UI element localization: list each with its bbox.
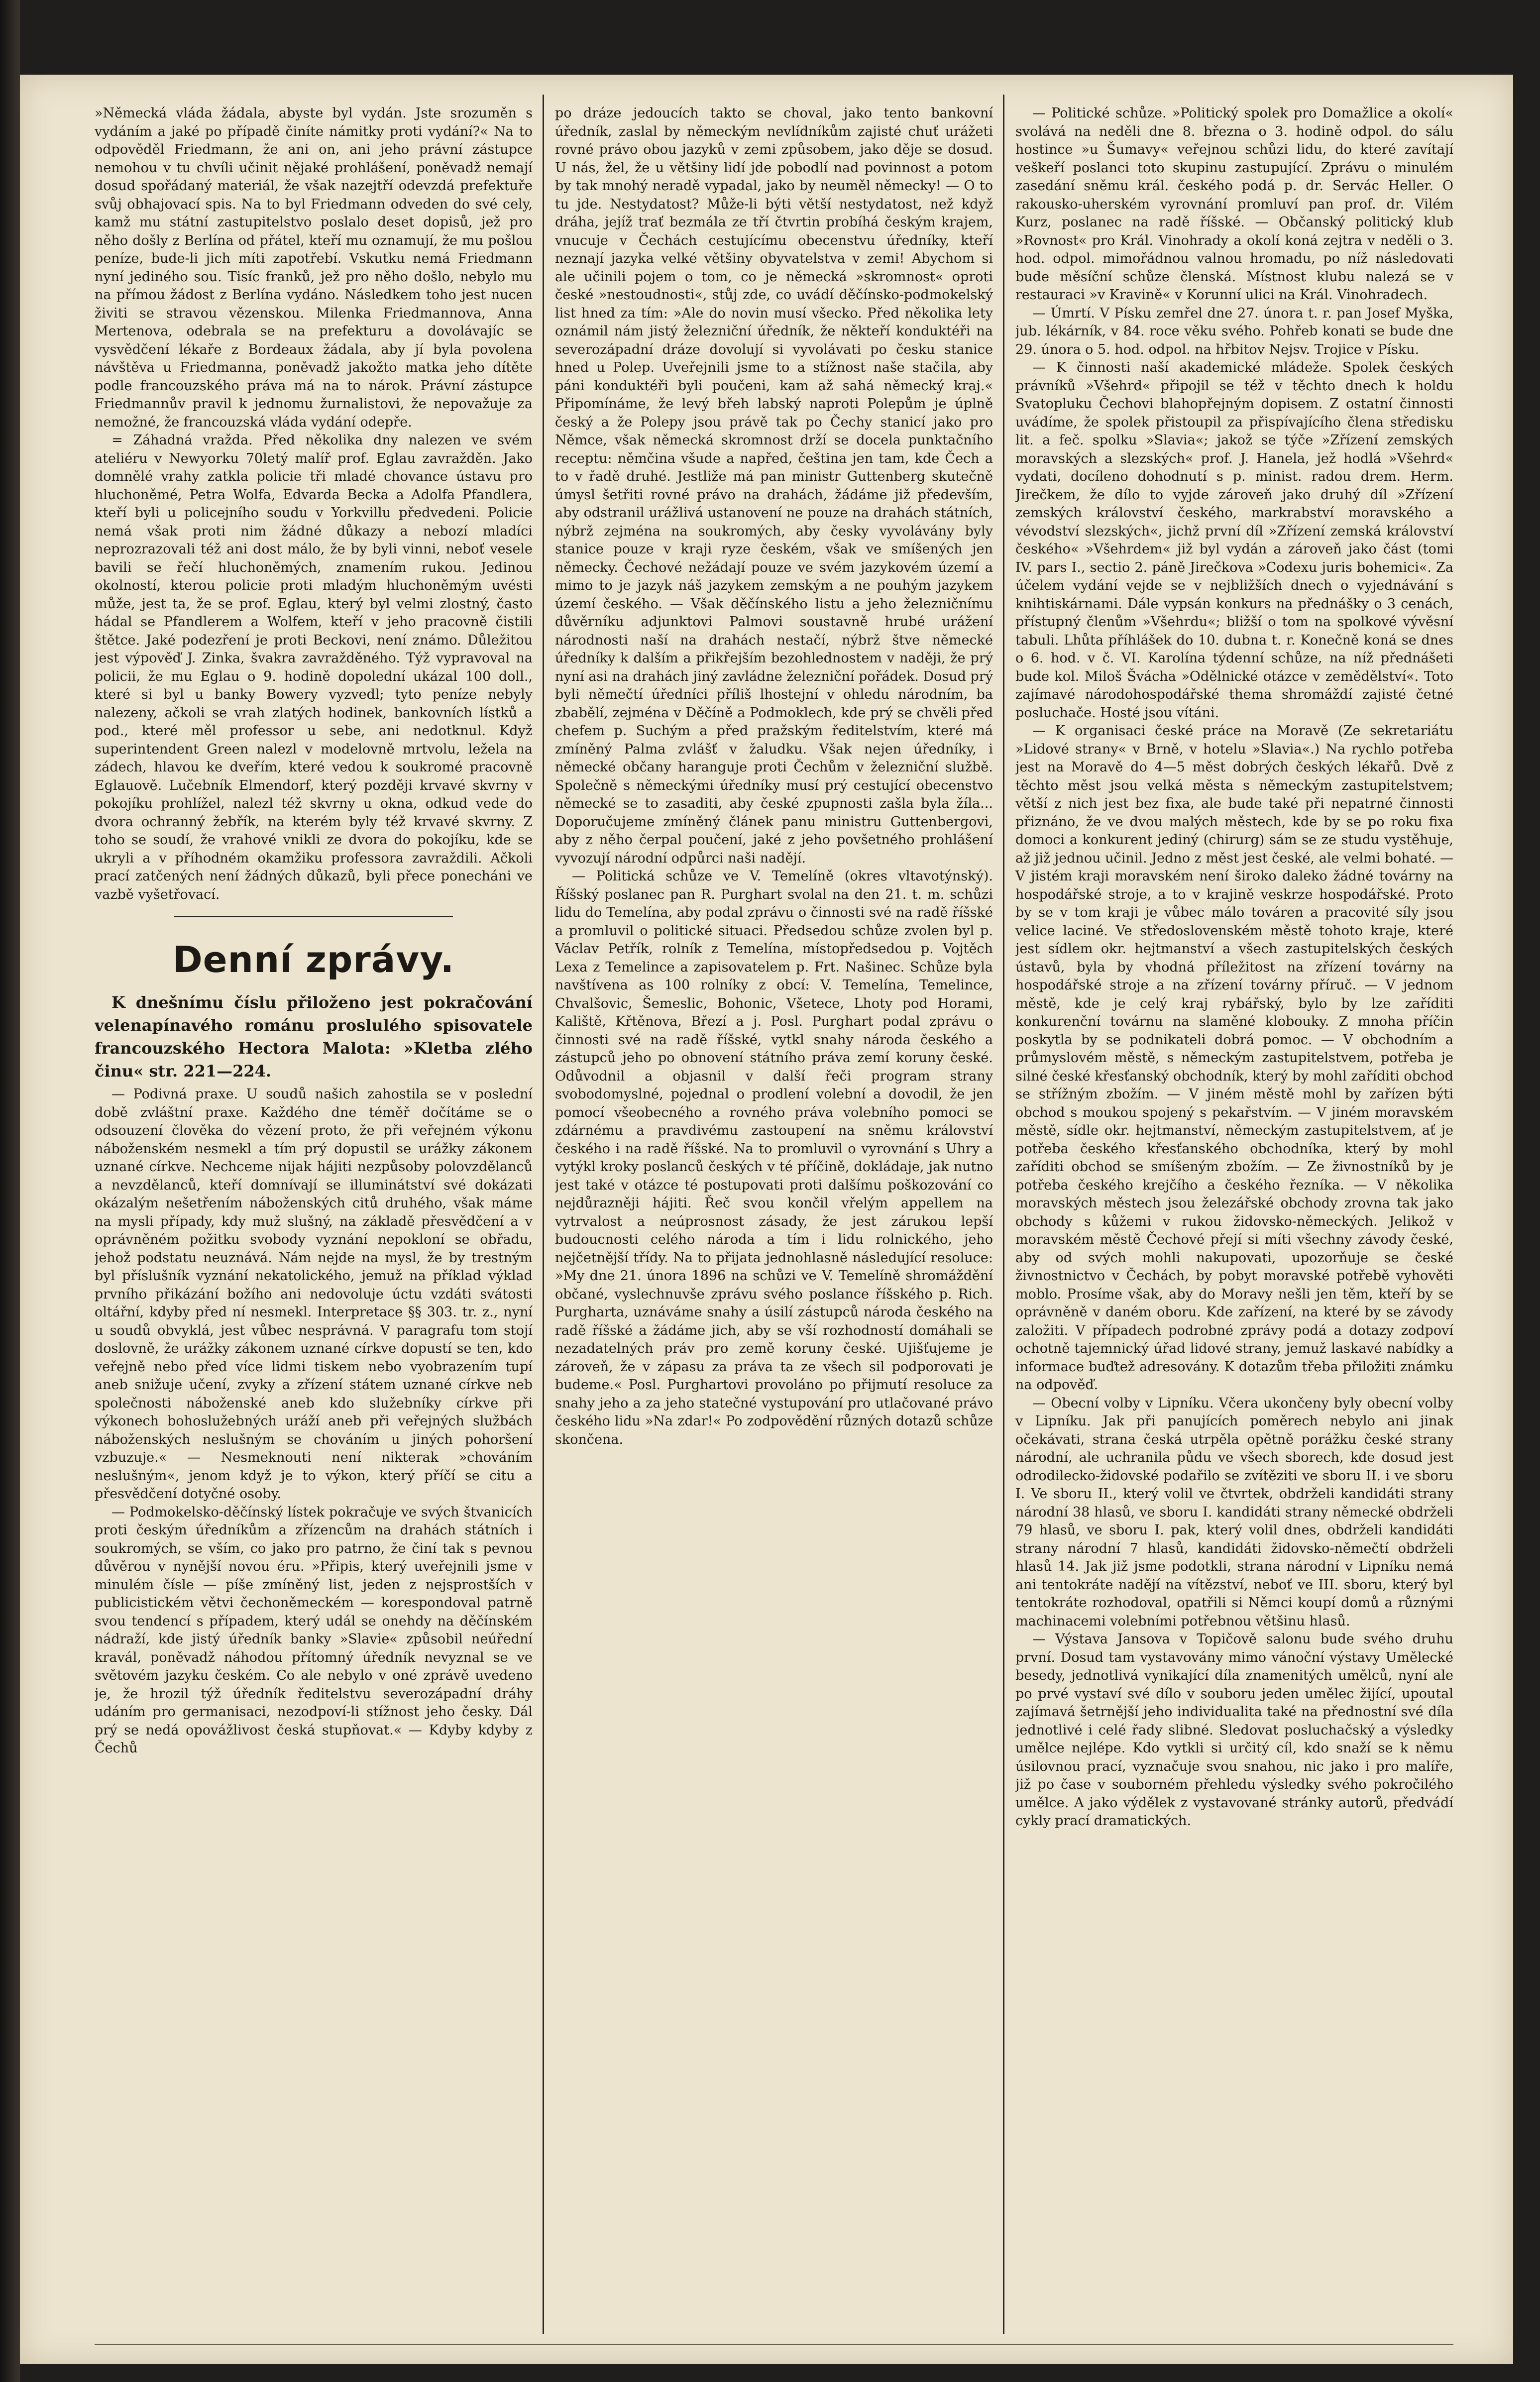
column-rule-right (1003, 95, 1004, 2334)
article-friedmann-extradition: »Německá vláda žádala, abyste byl vydán. Jste srozuměn s vydáním a jaké po případě činíte námitky proti vydání?« Na to odpověděl Friedmann, že ani on, ani jeho právní zástupce nemohou v tu chvíli učinit nějaké prohlášení, poněvadž nemají dosud spořádaný materiál, že však nazejtří odevzdá prefektuře svůj obhajovací spis. Na to byl Friedmann odveden do své cely, kamž mu státní zastupitelstvo poslalo deset dopisů, jež pro něho došly z Berlína od přátel, kteří mu oznamují, že mu pošlou peníze, bude-li jich míti zapotřebí. Vskutku nemá Friedmann nyní jediného sou. Tisíc franků, jež pro něho došlo, nebylo mu na přímou žádost z Berlína vydáno. Následkem toho jest nucen živiti se stravou vězenskou. Milenka Friedmannova, Anna Mertenova, odebrala se na prefekturu a dovolávajíc se vysvědčení lékaře z Bordeaux žádala, aby jí byla povolena návštěva u Friedmanna, poněvadž jakožto matka jeho dítěte podle francouzského práva má na to nárok. Právní zástupce Friedmannův pravil k jednomu žurnalistovi, že nepovažuje za nemožné, že francouzská vláda vydání odepře. (95, 106, 533, 430)
section-heading-daily-news: Denní zprávy. (172, 939, 454, 980)
article-lipnik-elections: — Obecní volby v Lipníku. Včera ukončeny byly obecní volby v Lipníku. Jak při panujících poměrech nebylo ani jinak očekávati, strana česká utrpěla opětně porážku české strany národní, ale uchranila půdu ve všech sborech, kde dosud jest odrodilecko-židovské podařilo se zvítěziti ve sboru II. i ve sboru I. Ve sboru II., který volil ve čtvrtek, obdrželi kandidáti strany národní 38 hlasů, ve sboru I. kandidáti strany německé obdrželi 79 hlasů, ve sboru I. pak, který volil dnes, obdrželi kandidáti strany národní 7 hlasů, kandidáti židovsko-němečtí obdrželi hlasů 14. Jak již jsme podotkli, strana národní v Lipníku nemá ani tentokráte nadějí na vítězství, neboť ve III. sboru, který byl tentokráte rozhodoval, opatřili si Němci koupí domů a různými machinacemi volebními potřebnou většinu hlasů. (1015, 1395, 1453, 1629)
newspaper-page (20, 75, 1513, 2364)
novel-supplement-announcement: K dnešnímu číslu přiloženo jest pokračování velenapínavého románu proslulého spisovatele francouzského Hectora Malota: »Kletba zlého činu« str. 221—224. (95, 993, 533, 1081)
article-academic-youth: — K činnosti naší akademické mládeže. Spolek českých právníků »Všehrd« připojil se též v těchto dnech k holdu Svatopluku Čechovi blahopřejným dopisem. Z ostatní činnosti uvádíme, že spolek přistoupil za přispívajícího člena středisku lit. a feč. spolku »Slavia«; jakož se týče »Zřízení zemských moravských a slezských« prof. J. Hanela, jež hodlá »Všehrd« vydati, docíleno dohodnutí s p. minist. radou drem. Herm. Jirečkem, že dílo to vyjde zároveň jako druhý díl »Zřízení zemských království českého, markrabství moravského a vévodství slezských«, jichž první díl »Zřízení zemská království českého« »Všehrdem« již byl vydán a zároveň jako část (tomi IV. pars I., sectio 2. páně Jirečkova »Codexu juris bohemici«. Za účelem vydání vejde se v nejbližších dnech o vyjednávání s knihtiskárnami. Dále vypsán konkurs na přednášky o 3 cenách, přístupný členům »Všehrdu«; bližší o tom na spolkové vývěsní tabuli. Lhůta příhlášek do 10. dubna t. r. Konečně koná se dnes o 6. hod. v č. VI. Karolína týdenní schůze, na níž přednášeti bude kol. Miloš Švácha »Odělnické otázce v zemědělství«. Toto zajímavé národohospodářské thema shromáždí zajisté četné posluchače. Hosté jsou vítáni. (1015, 360, 1453, 721)
article-podmokly-paper: — Podmokelsko-děčínský lístek pokračuje ve svých štvanicích proti českým úředníkům a zřízencům na drahách státních i soukromých, se vším, co jako pro patrno, že činí tak s pevnou důvěrou v nynější novou éru. »Připis, který uveřejnili jsme v minulém čísle — píše zmíněný list, jeden z nejsprostších v publicistickém větvi čechoněmeckém — korespondoval patrně svou tendencí s případem, který udál se onehdy na děčínském nádraží, kde jistý úředník banky »Slavie« způsobil neúřední kravál, poněvadž náhodou přítomný úředník nevyznal se ve světovém jazyku českém. Co ale nebylo v oné zprávě uvedeno je, že hrozil týž úředník ředitelstvu severozápadní dráhy udáním pro germanisaci, nezodpoví-li stížnost jeho česky. Dál prý se nedá opovážlivost česká stupňovat.« — Kdyby kdyby z Čechů (95, 1504, 533, 1756)
article-temelin-meeting: — Politická schůze ve V. Temelíně (okres vltavotýnský). Říšský poslanec pan R. Purghart svolal na den 21. t. m. schůzi lidu do Temelína, aby podal zprávu o činnosti své na radě říšské a promluvil o politické situaci. Předsedou schůze zvolen byl p. Václav Petřík, rolník z Temelína, místopředsedou p. Vojtěch Lexa z Temelince a zapisovatelem p. Frt. Našinec. Schůze byla navštívena as 100 rolníky z obcí: V. Temelína, Temelince, Chvalšovic, Šemeslic, Bohonic, Všetece, Lhoty pod Horami, Kaliště, Křtěnova, Březí a j. Posl. Purghart podal zprávu o činnosti své na radě říšské, vytkl snahy národa českého a zástupců jeho po obnovení státního práva zemí koruny české. Odůvodnil a objasnil v další řeči program strany svobodomyslné, pojednal o prodlení volební a dovodil, že jen pomocí všeobecného a rovného práva volebního pomoci se zdárnému a pravdivému zastoupení na sněmu království českého i na radě říšské. Na to promluvil o vyrovnání s Uhry a vytýkl kroky poslanců českých v té příčině, dokládaje, jak nutno jest také v otázce té postupovati proti dalšímu poškozování co nejdůrazněji hájiti. Řeč svou končil vřelým appellem na vytrvalost a neúprosnost zásady, že jest zárukou lepší budoucnosti celého národa a tím i lidu rolnického, jeho nejčetnější třídy. Na to přijata jednohlasně následující resoluce: »My dne 21. února 1896 na schůzi ve V. Temelíně shromáždění občané, vyslechnuvše zprávu svého poslance říšského p. Rich. Purgharta, uznáváme snahy a úsilí zástupců národa českého na radě říšské a žádáme jich, aby se vší rozhodností domáhali se nezadatelných práv pro země koruny české. Ujišťujeme je zároveň, že v zápasu za práva ta ze všech sil podporovati je budeme.« Posl. Purghartovi provoláno po přijmutí resoluce za snahy jeho a za jeho statečné vystupování pro utlačované právo českého lidu »Na zdar!« Po zodpovědění různých dotazů schůze skončena. (555, 868, 993, 1447)
article-mysterious-murder: = Záhadná vražda. Před několika dny nalezen ve svém ateliéru v Newyorku 70letý malíř prof. Eglau zavražděn. Jako domnělé vrahy zatkla policie tři mladé chovance ústavu pro hluchoněmé, Petra Wolfa, Edvarda Becka a Adolfa Pfandlera, kteří byli u policejního soudu v Yorkvillu předvedeni. Policie nemá však proti nim žádné důkazy a nebozí mladíci neprozrazovali též ani dost málo, že by byli vinni, neboť vesele bavili se řečí hluchoněmých, znamením rukou. Jedinou okolností, kterou policie proti mladým hluchoněmým uvésti může, jest ta, že se prof. Eglau, který byl velmi zlostný, často hádal se Pfandlerem a Wolfem, kteří v jeho pracovně čistili štětce. Jaké podezření je proti Beckovi, není známo. Důležitou jest výpověď J. Zinka, švakra zavražděného. Týž vypravoval na policii, že mu Eglau o 9. hodině dopolední ukázal 100 doll., které si byl u banky Bowery vyzvedl; tyto peníze nebyly nalezeny, ačkoli se vrah zlatých hodinek, bankovních lístků a pod., které měl professor u sebe, ani nedotknul. Když superintendent Green nalezl v modelovně mrtvolu, ležela na zádech, hlavou ke dveřím, které vedou k soukromé pracovně Eglauově. Lučebník Elmendorf, který později krvavé skvrny v pokojíku prohlížel, nalezl též skvrny u okna, odkud vede do dvora ochranný žebřík, na kterém byly též krvavé skvrny. Z toho se soudí, že vrahové vnikli ze dvora do pokojíku, kde se ukryli a v příhodném okamžiku professora zavraždili. Ačkoli prací zatčených není žádných důkazů, byli přece ponecháni ve vazbě vyšetřovací. (95, 433, 533, 902)
article-czech-labour-moravia: — K organisaci české práce na Moravě (Ze sekretariátu »Lidové strany« v Brně, v hotelu »Slavia«.) Na rychlo potřeba jest na Moravě do 4—5 měst dobrých českých lékařů. Dvě z těchto měst jsou velká města s německým zastupitelstvem; větší z nich jest bez fixa, ale bude také při nepatrné činnosti přiznáno, že ve dvou malých městech, kde by se po roku fixa domoci a konkurent jediný (chirurg) sám se ze studu vystěhuje, až již jednou učinil. Jedno z měst jest české, ale velmi bohaté. — V jistém kraji moravském není široko daleko žádné továrny na hospodářské stroje, a to v krajině veskrze hospodářské. Proto by se v tom kraji je vůbec málo továren a pracovité síly jsou velice laciné. Ve středoslovenském městě tohoto kraje, které jest sídlem okr. hejtmanství a všech zastupitelských českých ústavů, byla by vhodná příležitost na zřízení továrny na hospodářské stroje a na zřízení továrny příruč. — V jednom městě, kde je celý kraj rybářský, bylo by lze zaříditi konkurenční továrnu na slaměné klobouky. Z mnoha příčin poskytla by se podnikateli dobrá pomoc. — V obchodním a průmyslovém městě, s německým zastupitelstvem, potřeba je silné české křesťanský obchodník, který by mohl zaříditi obchod se střížným zbožím. — V jiném městě mohl by zařízen býti obchod s moukou spojený s pekařstvím. — V jiném moravském městě, sídle okr. hejtmanství, německým zastupitelstvem, ať je potřeba českého křesťanského obchodníka, který by mohl zaříditi obchod se smíšeným zbožím. — Ze živnostníků by je potřeba českého krejčího a českého řezníka. — V několika moravských městech jsou železářské obchody zrovna tak jako obchody s kůžemi v rukou židovsko-německých. Jelikož v moravském městě Čechové přejí si míti všechny závody české, aby od svých mohli nakupovati, upozorňuje se české živnostnictvo v Čechách, by pobyt moravské potřebě vyhověti moblo. Prosíme však, aby do Moravy nešli jen těm, kteří by se oprávněně v daném oboru. Kde zařízení, na které by se závody založiti. V případech podrobné zprávy podá a dotazy zodpoví ochotně tajemnický úřad lidové strany, jemuž laskavé nabídky a informace buďtež adresovány. K dotazům třeba přiložiti známku na odpověď. (1015, 723, 1453, 1393)
binding-edge (0, 0, 20, 2382)
section-divider (174, 916, 453, 917)
article-railway-officials: po dráze jedoucích takto se choval, jako tento bankovní úředník, zaslal by německým nevlídníkům zajisté chuť urážeti rovné právo obou jazyků v zemi způsobem, jako děje se dosud. U nás, žel, že u většiny lidí jde pobodlí nad povinnost a potom by tak mnohý neradě vypadal, jako by neuměl německy! — O to tu jde. Nestydatost? Může-li býti větší nestydatost, než když dráha, jejíž trať bezmála ze tří čtvrtin probíhá českým krajem, vnucuje v Čechách cestujícímu obecenstvu úředníky, kteří neznají jazyka velké většiny obyvatelstva v zemi! Abychom si ale učinili pojem o tom, co je německá »skromnost« oproti české »nestoudnosti«, stůj zde, co uvádí děčínsko-podmokelský list hned za tím: »Ale do novin musí všecko. Před několika lety oznámil nám jistý železniční úředník, že někteří konduktéři na severozápadní dráze dovolují si vyvolávati po česku stanice hned u Polep. Uveřejnili jsme to a stížnost naše stačila, aby páni konduktéři byli poučeni, kam až sahá německý kraj.« Připomínáme, že levý břeh labský naproti Polepům je úplně český a že Polepy jsou právě tak po Čechy stanicí jako pro Němce, však německá skromnost drží se docela punktačního receptu: němčina všude a napřed, čeština jen tam, kde Čech a to v řadě druhé. Jestliže má pan ministr Guttenberg skutečně úmysl šetřiti rovné právo na drahách, žádáme již především, aby odstranil urážlivá ustanovení ne pouze na drahách státních, nýbrž zejména na soukromých, aby česky vyvolávány byly stanice pouze v kraji ryze českém, však ve smíšených jen německy. Čechové nežádají pouze ve svém jazykovém území a mimo to je jazyk náš jazykem zemským a ne pouhým jazykem území českého. — Však děčínského listu a jeho železničnímu důvěrníku adjunktovi Palmovi soustavně hrubé urážení národnosti naší na drahách nestačí, nýbrž štve německé úředníky k dalším a přikřejším bezohlednostem v naději, že prý nyní asi na drahách jiný zavládne železniční pořádek. Dosud prý byli němečtí úředníci příliš lhostejní v ohledu národním, ba zbabělí, zejména v Děčíně a Podmoklech, kde prý se chvěli před chefem p. Suchým a před pražským ředitelstvím, které má zmíněný Palma zvlášť v žaludku. Však nejen úředníky, i německé občany haranguje proti Čechům v železniční službě. Společně s německými úředníky musí prý cestující obecenstvo německé se to zasaditi, aby české zpupnosti zašla byla žíla... Doporučujeme zmíněný článek panu ministru Guttenbergovi, aby z něho čerpal poučení, jaké z jeho povšetného prohlášení vyvozují národní odpůrci naši nadějí. (555, 106, 993, 866)
article-political-meetings: — Politické schůze. »Politický spolek pro Domažlice a okolí« svolává na neděli dne 8. března o 3. hodině odpol. do sálu hostince »u Šumavy« veřejnou schůzi lidu, do které zavítají veškeří poslanci toto skupinu zastupující. Zprávu o minulém zasedání sněmu král. českého podá p. dr. Servác Heller. O rakousko-uherském vyrovnání promluví pan prof. dr. Vilém Kurz, poslanec na radě říšské. — Občanský politický klub »Rovnost« pro Král. Vinohrady a okolí koná zejtra v neděli o 3. hod. odpol. mimořádnou valnou hromadu, po níž následovati bude měsíční schůze členská. Místnost klubu nalezá se v restauraci »v Kravině« v Korunní ulici na Král. Vinohradech. (1015, 106, 1453, 303)
article-jansa-exhibition: — Výstava Jansova v Topičově salonu bude svého druhu první. Dosud tam vystavovány mimo vánoční výstavy Umělecké besedy, jednotlivá vynikající díla znamenitých umělců, nyní ale po prvé vystaví své dílo v souboru jeden umělec žijící, upoutal zajímavá šetrnější jeho individualita také na přednostní své díla jednotlivé i celé řady slibné. Sledovat posluchačský a výsledky umělce nejlépe. Kdo vytkli si určitý cíl, kdo snaží se k němu úsilovnou prací, vyznačuje svou snahou, nic jako i pro malíře, již po čase v souborném přehledu výsledky svého pokročilého umělce. A jako výdělek z vystavované stránky autorů, předvádí cykly prací dramatických. (1015, 1631, 1453, 1829)
column-rule-left (543, 95, 544, 2334)
column-left (95, 105, 533, 2334)
column-middle (555, 105, 993, 2334)
page-bottom-rule (95, 2344, 1453, 2348)
article-strange-practice: — Podivná praxe. U soudů našich zahostila se v poslední době zvláštní praxe. Každého dne téměř dočítáme se o odsouzení člověka do vězení proto, že při veřejném výkonu náboženském nesmekl a tím prý dopustil se urážky zákonem uznané církve. Nechceme nijak hájiti nezpůsoby polovzdělanců a nevzdělanců, kteří domnívají se illuminátství své dokázati okázalým nešetřením náboženských citů druhého, však máme na mysli případy, kdy muž slušný, na základě přesvědčení a v oprávněném požitku svobody vyznání nepokloní se obřadu, jehož podstatu neuznává. Nám nejde na mysl, že by trestným byl příslušník vyznání nekatolického, jemuž na příklad výklad prvního přikázání božího ani nedovoluje úctu vzdáti svátosti oltářní, kdyby před ní nesmekl. Interpretace §§ 303. tr. z., nyní u soudů obvyklá, jest vůbec nesprávná. V paragrafu tom stojí doslovně, že urážky zákonem uznané církve dopustí se ten, kdo veřejně nebo před více lidmi tiskem nebo vyobrazením tupí aneb snižuje učení, zvyky a zřízení státem uznané církve neb společnosti náboženské aneb kdo služebníky církve při výkonech bohoslužebných uráží aneb při veřejných službách náboženských neslušným se chováním u jiných pohoršení vzbuzuje.« — Nesmeknouti není nikterak »chováním neslušným«, jenom když je to výkon, který příčí se citu a přesvědčení dotyčné osoby. (95, 1086, 533, 1502)
column-right (1015, 105, 1453, 2334)
article-death-notice: — Úmrtí. V Písku zemřel dne 27. února t. r. pan Josef Myška, jub. lékárník, v 84. roce věku svého. Pohřeb konati se bude dne 29. února o 5. hod. odpol. na hřbitov Nejsv. Trojice v Písku. (1015, 305, 1453, 357)
